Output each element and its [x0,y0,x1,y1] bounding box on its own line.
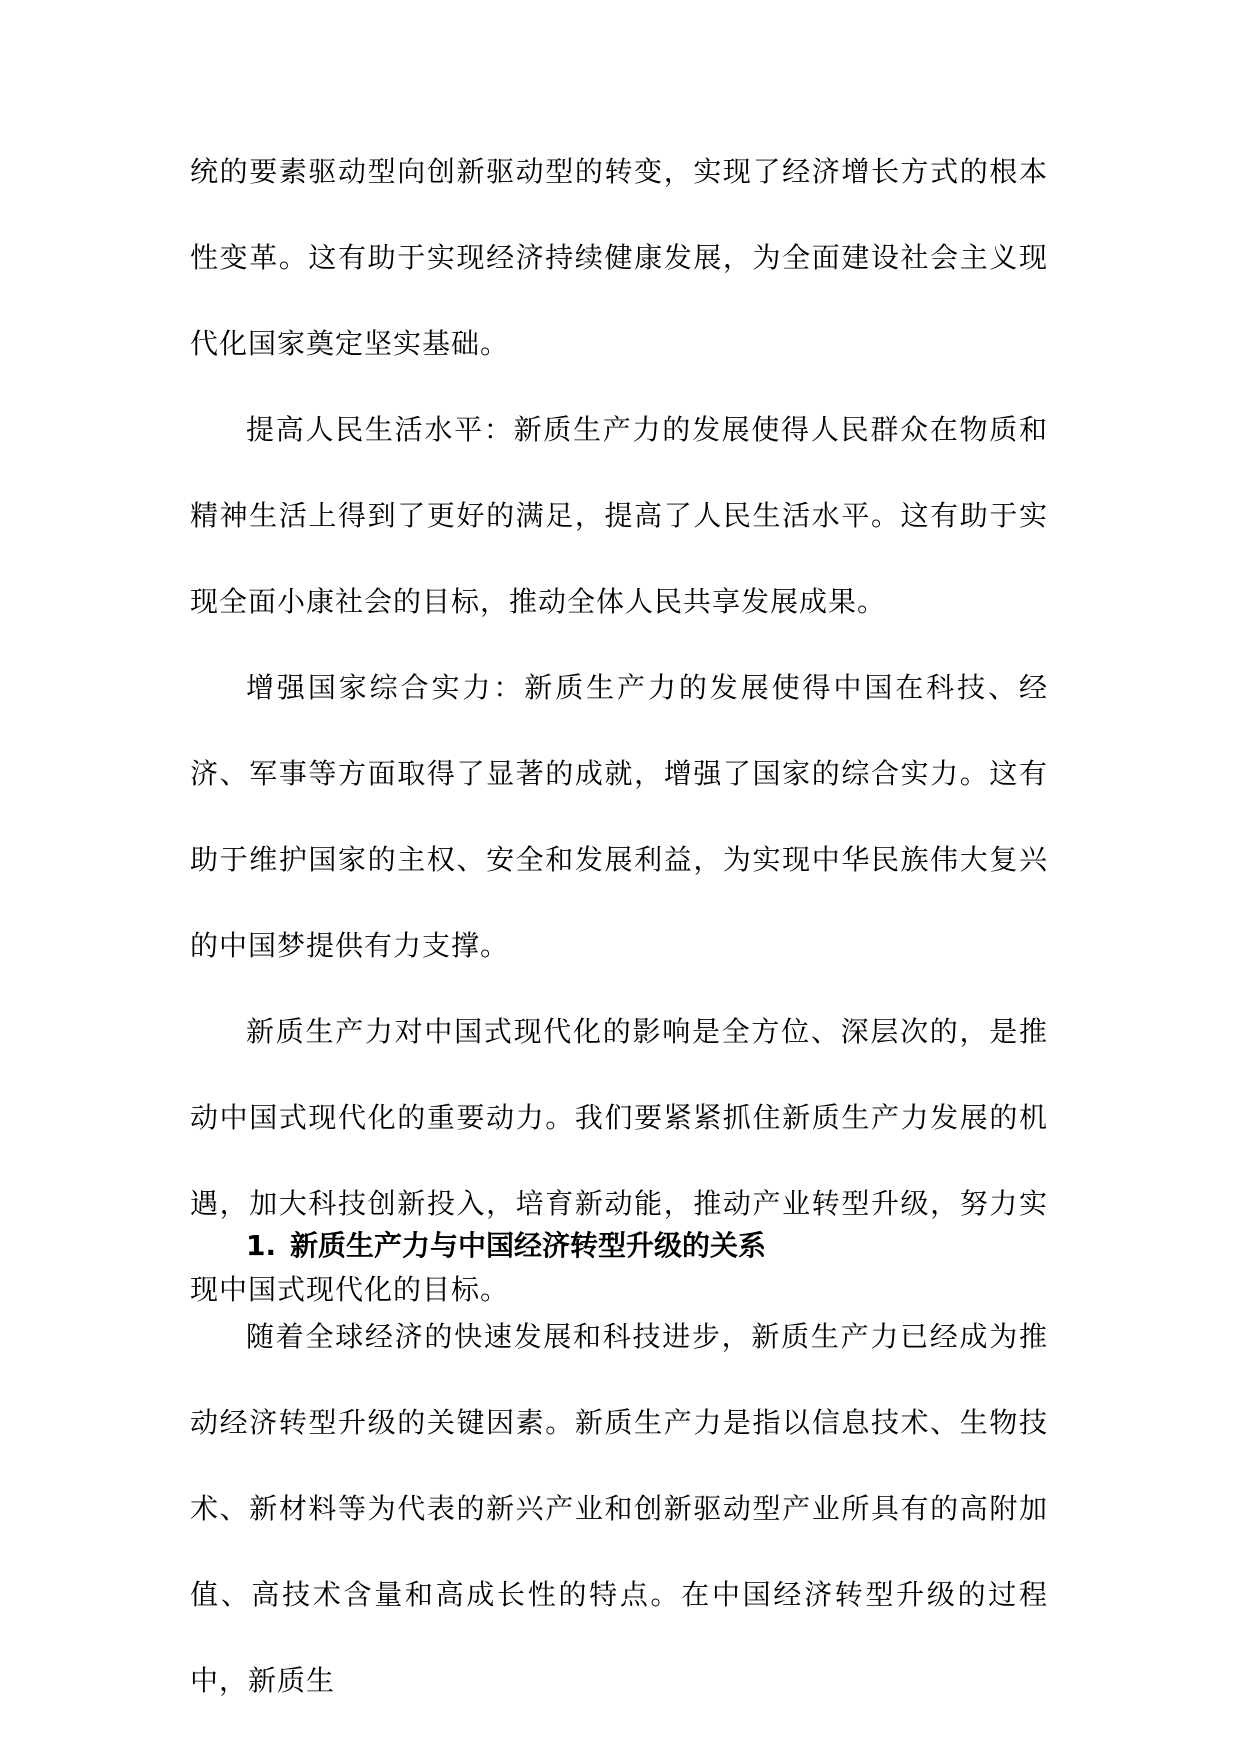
paragraph-national-strength: 增强国家综合实力：新质生产力的发展使得中国在科技、经济、军事等方面取得了显著的成就，增强了国家的综合实力。这有助于维护国家的主权、安全和发展利益，为实现中华民族伟大复兴的中国梦提供有力支撑。 [190,671,1048,962]
paragraph-continuation: 统的要素驱动型向创新驱动型的转变，实现了经济增长方式的根本性变革。这有助于实现经济持续健康发展，为全面建设社会主义现代化国家奠定坚实基础。 [190,155,1048,360]
body-text-top [190,129,1048,1333]
paragraph-summary: 新质生产力对中国式现代化的影响是全方位、深层次的，是推动中国式现代化的重要动力。我们要紧紧抓住新质生产力发展的机遇，加大科技创新投入，培育新动能，推动产业转型升级，努力实现中国式现代化的目标。 [190,1015,1048,1306]
section-title: 新质生产力与中国经济转型升级的关系 [290,1229,767,1262]
paragraph-intro: 随着全球经济的快速发展和科技进步，新质生产力已经成为推动经济转型升级的关键因素。新质生产力是指以信息技术、生物技术、新材料等为代表的新兴产业和创新驱动型产业所具有的高附加值、高技术含量和高成长性的特点。在中国经济转型升级的过程中，新质生 [190,1320,1048,1697]
body-text-bottom [190,1294,1048,1724]
section-heading [246,1224,766,1268]
section-number: 1. [246,1229,277,1262]
paragraph-living-standards: 提高人民生活水平：新质生产力的发展使得人民群众在物质和精神生活上得到了更好的满足，提高了人民生活水平。这有助于实现全面小康社会的目标，推动全体人民共享发展成果。 [190,413,1048,618]
